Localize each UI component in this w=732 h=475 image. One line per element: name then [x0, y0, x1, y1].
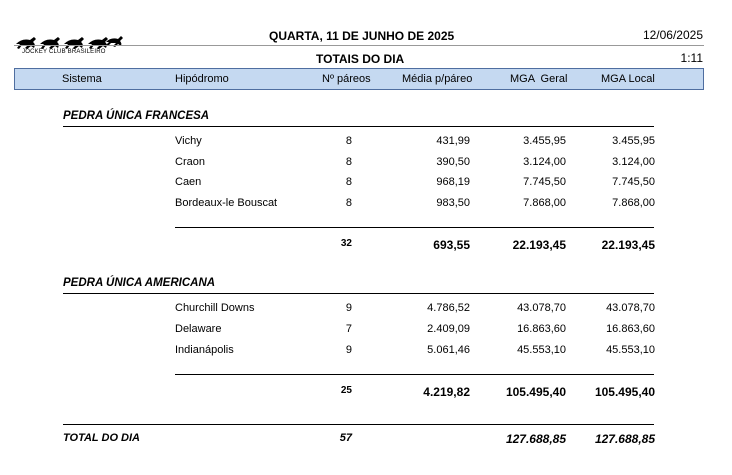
- section-divider: [63, 126, 654, 127]
- report-time: 1:11: [680, 51, 703, 65]
- mga-geral-value: 16.863,60: [517, 323, 566, 335]
- mga-local-value: 3.455,95: [612, 135, 655, 147]
- mga-local-value: 45.553,10: [606, 344, 655, 356]
- grand-total-divider: [63, 424, 654, 425]
- col-mga-geral: MGA Geral: [510, 73, 568, 85]
- grand-total-races: 57: [339, 432, 352, 444]
- races-count: 8: [345, 135, 352, 147]
- col-mga-local: MGA Local: [601, 73, 655, 85]
- section-title-americana: PEDRA ÚNICA AMERICANA: [63, 277, 216, 289]
- track-name: Indianápolis: [175, 344, 234, 356]
- mga-local-value: 16.863,60: [606, 323, 655, 335]
- avg-value: 2.409,09: [427, 323, 470, 335]
- subtotal-mga-local: 105.495,40: [594, 385, 655, 399]
- subtotal-divider: [175, 227, 654, 228]
- avg-value: 431,99: [436, 135, 470, 147]
- report-subtitle: TOTAIS DO DIA: [316, 52, 405, 66]
- section-divider: [63, 293, 654, 294]
- mga-geral-value: 7.745,50: [523, 176, 566, 188]
- subtotal-mga-geral: 105.495,40: [505, 385, 566, 399]
- mga-geral-value: 3.455,95: [523, 135, 566, 147]
- grand-total-label: TOTAL DO DIA: [63, 432, 140, 444]
- track-name: Craon: [175, 156, 205, 168]
- track-name: Churchill Downs: [175, 302, 255, 314]
- subtotal-mga-geral: 22.193,45: [512, 238, 566, 252]
- races-count: 8: [345, 197, 352, 209]
- races-count: 9: [345, 302, 352, 314]
- subtotal-avg: 693,55: [433, 238, 470, 252]
- mga-geral-value: 7.868,00: [523, 197, 566, 209]
- track-name: Bordeaux-le Bouscat: [175, 197, 278, 209]
- subtotal-avg: 4.219,82: [423, 385, 470, 399]
- races-count: 9: [345, 344, 352, 356]
- col-sistema: Sistema: [62, 73, 102, 85]
- mga-geral-value: 45.553,10: [517, 344, 566, 356]
- races-count: 8: [345, 156, 352, 168]
- col-hipodromo: Hipódromo: [175, 73, 229, 85]
- avg-value: 968,19: [436, 176, 470, 188]
- subtotal-divider: [175, 374, 654, 375]
- subtotal-races: 25: [340, 385, 352, 396]
- avg-value: 390,50: [436, 156, 470, 168]
- subtotal-mga-local: 22.193,45: [601, 238, 655, 252]
- mga-local-value: 7.745,50: [612, 176, 655, 188]
- avg-value: 983,50: [436, 197, 470, 209]
- section-title-francesa: PEDRA ÚNICA FRANCESA: [63, 110, 210, 122]
- col-media: Média p/páreo: [402, 73, 473, 85]
- races-count: 8: [345, 176, 352, 188]
- mga-local-value: 7.868,00: [612, 197, 655, 209]
- subtotal-races: 32: [340, 238, 352, 249]
- mga-local-value: 3.124,00: [612, 156, 655, 168]
- report-title: QUARTA, 11 DE JUNHO DE 2025: [269, 29, 455, 43]
- mga-geral-value: 43.078,70: [517, 302, 566, 314]
- grand-total-mga-local: 127.688,85: [594, 432, 655, 446]
- track-name: Vichy: [175, 135, 202, 147]
- header-divider: [14, 45, 704, 46]
- grand-total-mga-geral: 127.688,85: [505, 432, 566, 446]
- col-num-pareos: Nº páreos: [322, 73, 371, 85]
- report-date: 12/06/2025: [642, 28, 703, 42]
- races-count: 7: [345, 323, 352, 335]
- track-name: Caen: [175, 176, 202, 188]
- logo-caption: JOCKEY CLUB BRASILEIRO: [22, 49, 106, 55]
- avg-value: 4.786,52: [427, 302, 470, 314]
- avg-value: 5.061,46: [427, 344, 470, 356]
- mga-local-value: 43.078,70: [606, 302, 655, 314]
- mga-geral-value: 3.124,00: [523, 156, 566, 168]
- track-name: Delaware: [175, 323, 222, 335]
